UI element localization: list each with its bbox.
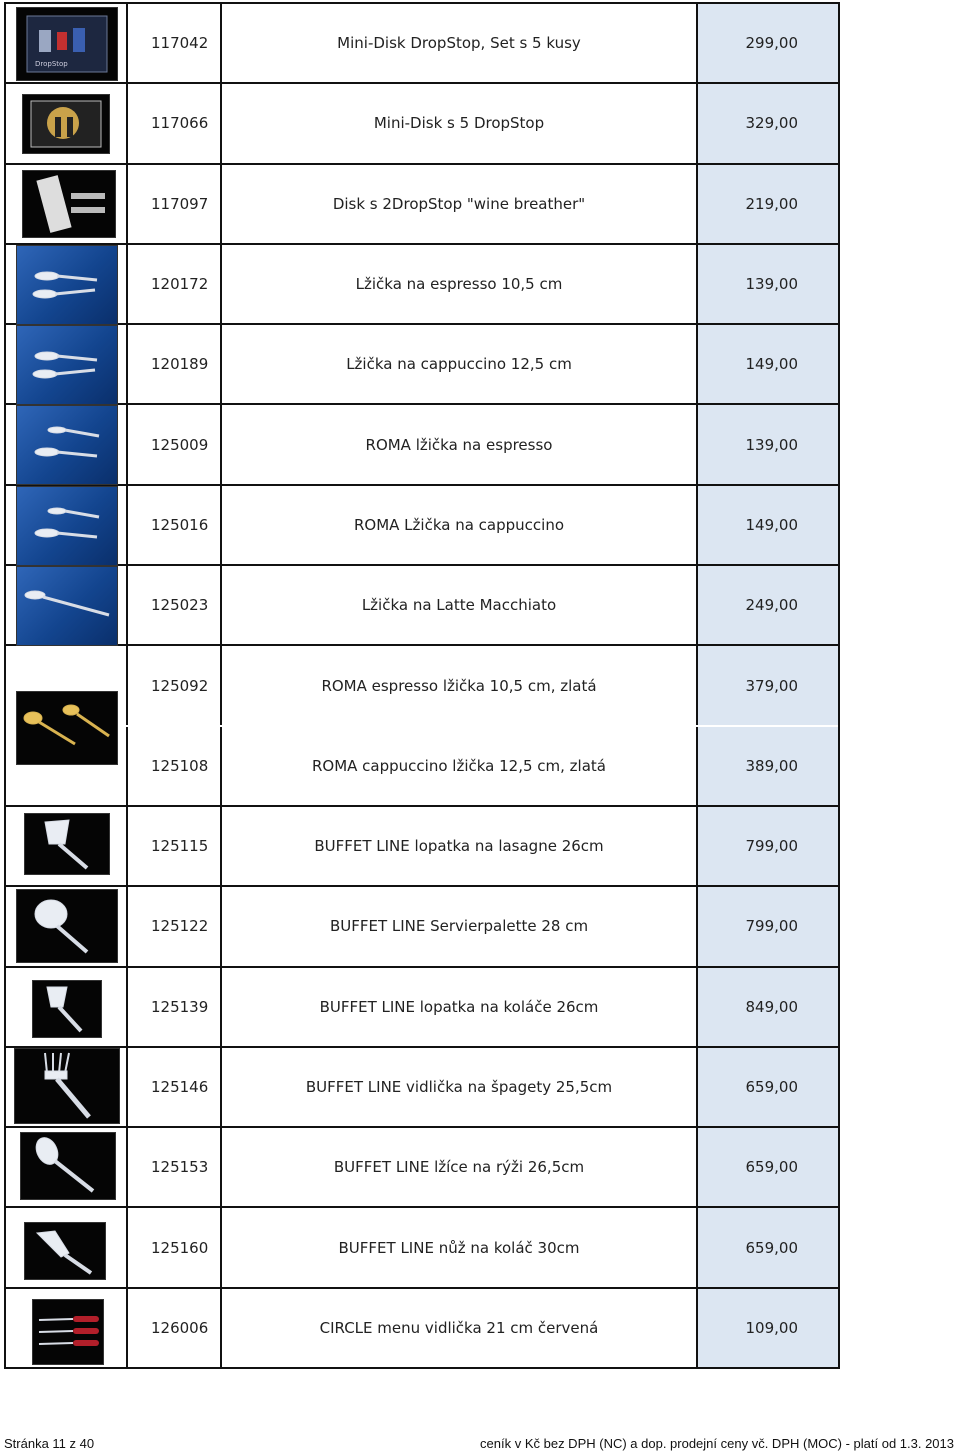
product-code: 126006 (151, 1318, 209, 1337)
product-price: 849,00 (698, 968, 838, 1046)
product-description: BUFFET LINE lžíce na rýži 26,5cm (222, 1128, 698, 1206)
table-row (6, 807, 838, 887)
product-description: ROMA espresso lžička 10,5 cm, zlatá (222, 646, 698, 724)
product-price: 139,00 (698, 245, 838, 323)
product-code: 125139 (151, 997, 209, 1016)
product-code: 120189 (151, 355, 209, 374)
product-photo (16, 889, 118, 963)
product-image-cell (6, 1208, 128, 1286)
product-photo (16, 245, 118, 325)
product-photo (16, 7, 118, 81)
product-description: Mini-Disk DropStop, Set s 5 kusy (222, 4, 698, 82)
product-image-cell (6, 245, 128, 323)
product-image-cell (6, 646, 128, 724)
product-code: 125108 (151, 756, 209, 775)
table-row (6, 84, 838, 164)
table-row (6, 1048, 838, 1128)
product-description: BUFFET LINE lopatka na koláče 26cm (222, 968, 698, 1046)
product-price: 329,00 (698, 84, 838, 162)
product-price: 659,00 (698, 1128, 838, 1206)
table-row (6, 968, 838, 1048)
product-description: ROMA Lžička na cappuccino (222, 486, 698, 564)
product-description: Lžička na Latte Macchiato (222, 566, 698, 644)
product-photo (32, 1299, 104, 1365)
product-price: 799,00 (698, 887, 838, 965)
product-image-cell (6, 887, 128, 965)
product-photo (16, 566, 118, 646)
product-image-cell (6, 807, 128, 885)
product-image-cell (6, 1048, 128, 1126)
product-price: 109,00 (698, 1289, 838, 1367)
product-photo (32, 980, 102, 1038)
product-code: 125092 (151, 676, 209, 695)
product-price: 219,00 (698, 165, 838, 243)
product-price: 659,00 (698, 1208, 838, 1286)
product-image-cell (6, 84, 128, 162)
product-price: 149,00 (698, 325, 838, 403)
product-price: 139,00 (698, 405, 838, 483)
table-row (6, 325, 838, 405)
product-code: 125160 (151, 1238, 209, 1257)
product-code: 117097 (151, 194, 209, 213)
product-code: 120172 (151, 275, 209, 294)
product-image-cell (6, 486, 128, 564)
table-row (6, 887, 838, 967)
product-price: 379,00 (698, 646, 838, 724)
page-number: Stránka 11 z 40 (4, 1436, 95, 1451)
product-description: BUFFET LINE vidlička na špagety 25,5cm (222, 1048, 698, 1126)
product-image-cell (6, 566, 128, 644)
product-description: Lžička na espresso 10,5 cm (222, 245, 698, 323)
product-code: 125016 (151, 515, 209, 534)
product-price: 799,00 (698, 807, 838, 885)
table-row (6, 245, 838, 325)
product-photo (24, 1222, 106, 1280)
product-description: ROMA cappuccino lžička 12,5 cm, zlatá (222, 727, 698, 805)
product-price: 659,00 (698, 1048, 838, 1126)
product-image-cell (6, 165, 128, 243)
price-table (4, 2, 840, 1369)
product-photo (16, 325, 118, 405)
product-image-cell (6, 325, 128, 403)
product-photo (22, 170, 116, 238)
product-description: BUFFET LINE lopatka na lasagne 26cm (222, 807, 698, 885)
product-image-cell (6, 968, 128, 1046)
table-row (6, 566, 838, 646)
product-photo (24, 813, 110, 875)
price-note: ceník v Kč bez DPH (NC) a dop. prodejní ceny vč. DPH (MOC) - platí od 1.3. 2013 (480, 1436, 954, 1451)
product-code: 117042 (151, 34, 209, 53)
product-description: Disk s 2DropStop "wine breather" (222, 165, 698, 243)
product-image-cell (6, 727, 128, 805)
table-row (6, 1289, 838, 1369)
table-row (6, 4, 838, 84)
table-row (6, 727, 838, 807)
product-image-cell (6, 4, 128, 82)
product-price: 299,00 (698, 4, 838, 82)
product-photo (20, 1132, 116, 1200)
table-row (6, 405, 838, 485)
product-code: 125146 (151, 1078, 209, 1096)
product-photo (16, 405, 118, 485)
table-row (6, 165, 838, 245)
table-row (6, 1208, 838, 1288)
product-description: ROMA lžička na espresso (222, 405, 698, 483)
product-photo (14, 1048, 120, 1124)
product-code: 125023 (151, 596, 209, 615)
product-description: BUFFET LINE Servierpalette 28 cm (222, 887, 698, 965)
product-code: 125122 (151, 917, 209, 936)
product-description: Mini-Disk s 5 DropStop (222, 84, 698, 162)
table-row (6, 1128, 838, 1208)
product-code: 117066 (151, 114, 209, 133)
product-image-cell (6, 1289, 128, 1367)
product-price: 389,00 (698, 727, 838, 805)
product-code: 125153 (151, 1158, 209, 1177)
product-image-cell (6, 405, 128, 483)
product-photo (16, 486, 118, 566)
product-description: CIRCLE menu vidlička 21 cm červená (222, 1289, 698, 1367)
product-price: 249,00 (698, 566, 838, 644)
table-row (6, 486, 838, 566)
product-code: 125115 (151, 837, 209, 856)
product-description: BUFFET LINE nůž na koláč 30cm (222, 1208, 698, 1286)
product-image-cell (6, 1128, 128, 1206)
svg-text:DropStop: DropStop (35, 60, 68, 68)
table-row (6, 646, 838, 726)
product-description: Lžička na cappuccino 12,5 cm (222, 325, 698, 403)
product-price: 149,00 (698, 486, 838, 564)
product-photo (22, 94, 110, 154)
product-code: 125009 (151, 435, 209, 454)
